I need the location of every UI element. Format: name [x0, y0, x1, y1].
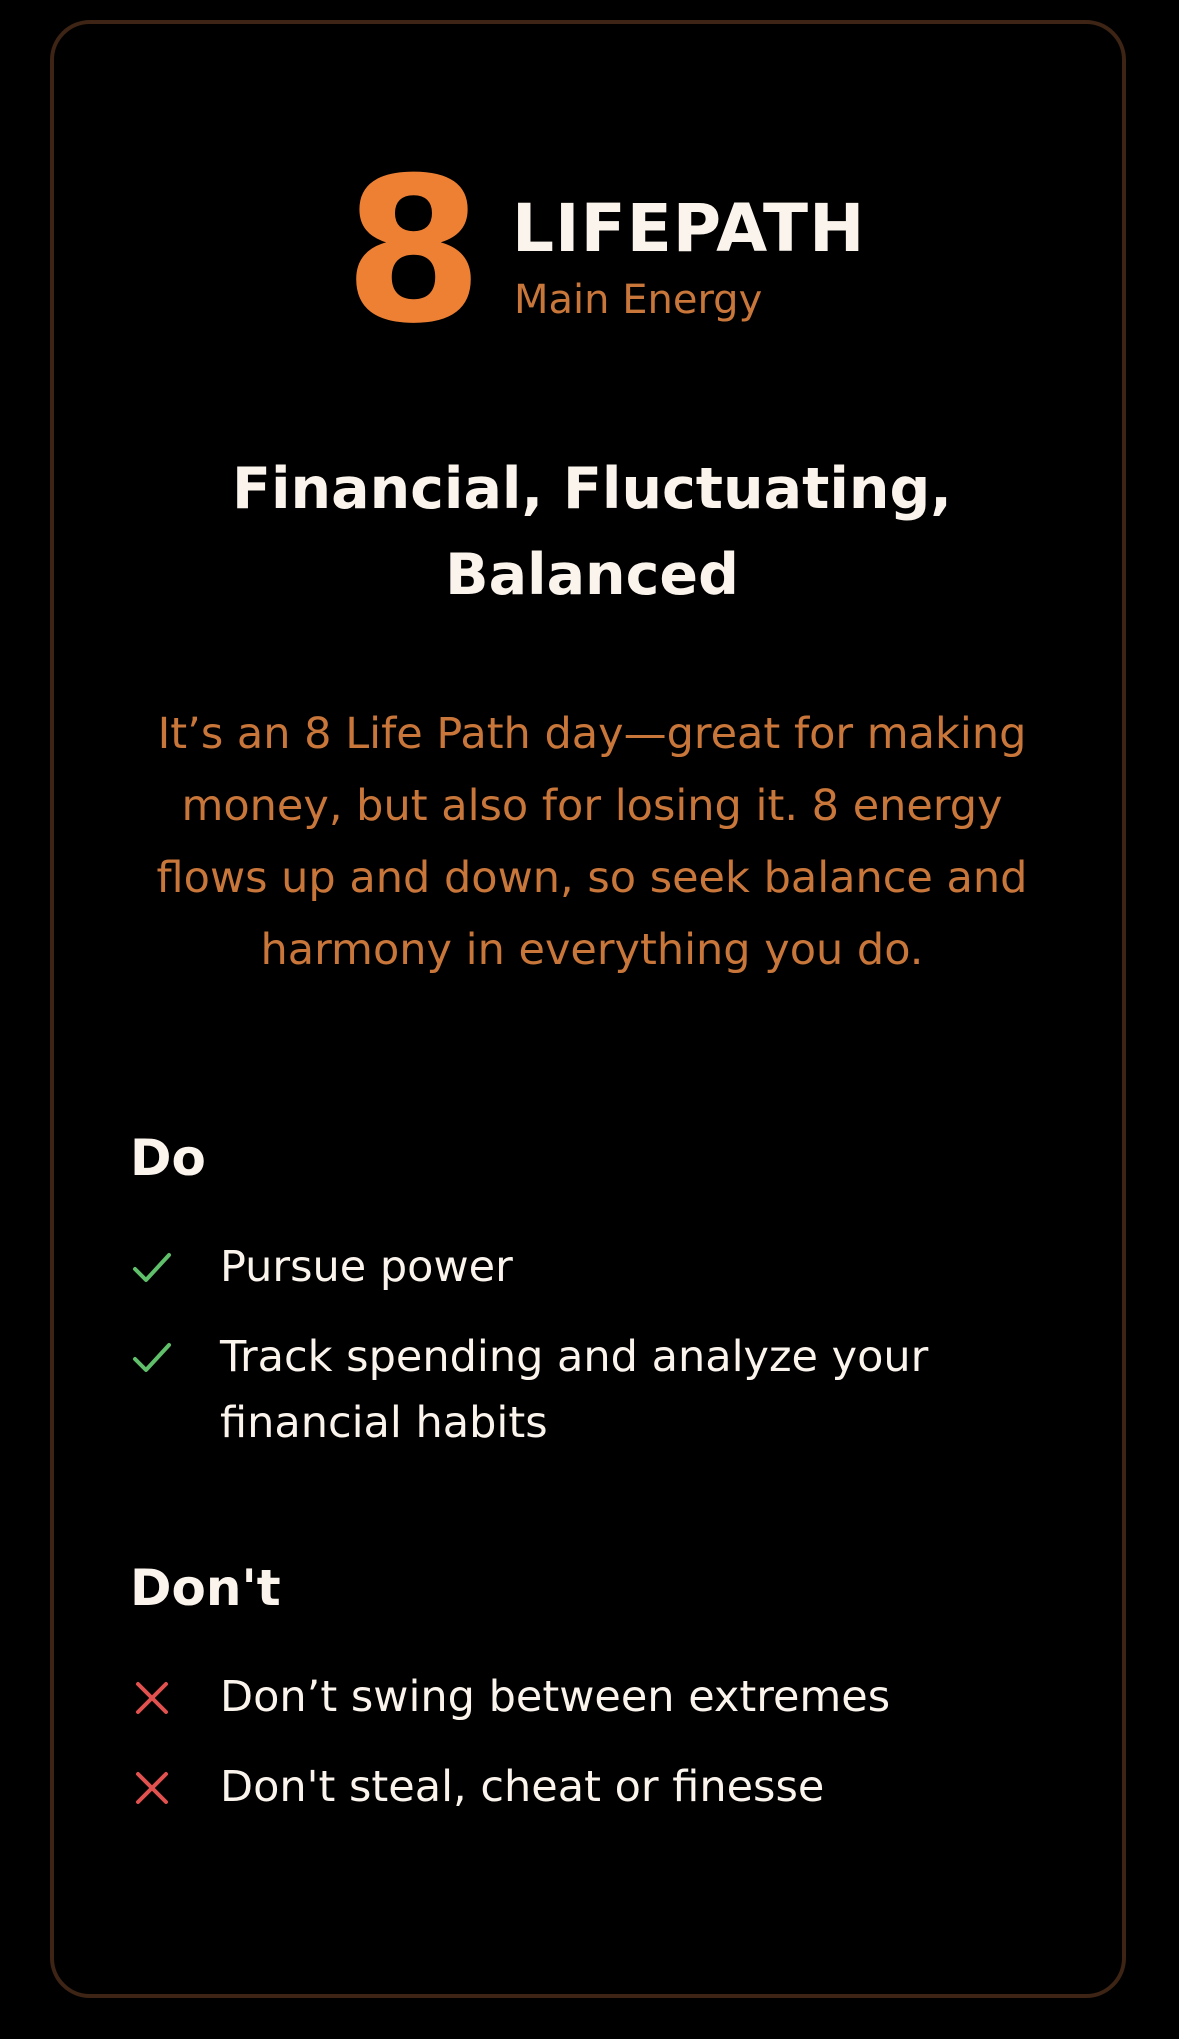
dont-section-title: Don't	[130, 1559, 281, 1617]
dont-item-text: Don't steal, cheat or finesse	[220, 1762, 825, 1812]
dont-list	[130, 1664, 1030, 1844]
dont-item-text: Don’t swing between extremes	[220, 1672, 891, 1722]
do-item-text: Pursue power	[220, 1242, 513, 1292]
do-list	[130, 1234, 1030, 1480]
do-item	[130, 1234, 1030, 1300]
do-section-title: Do	[130, 1129, 206, 1187]
lifepath-number: 8	[344, 135, 480, 368]
do-item	[130, 1324, 1030, 1456]
energy-description: It’s an 8 Life Path day—great for making money, but also for losing it. 8 energy flows up and down, so seek balance and harmony in everything you do.	[156, 709, 1028, 975]
energy-headline: Financial, Fluctuating, Balanced	[232, 456, 952, 608]
lifepath-subtitle: Main Energy	[514, 277, 763, 323]
check-icon	[130, 1246, 174, 1290]
lifepath-header	[54, 135, 1122, 368]
lifepath-title: LIFEPATH	[512, 190, 866, 267]
check-icon	[130, 1336, 174, 1380]
dont-item	[130, 1754, 1030, 1820]
close-icon	[130, 1766, 174, 1810]
close-icon	[130, 1676, 174, 1720]
lifepath-card	[50, 20, 1126, 1998]
dont-item	[130, 1664, 1030, 1730]
do-item-text: Track spending and analyze your financial habits	[220, 1332, 929, 1448]
